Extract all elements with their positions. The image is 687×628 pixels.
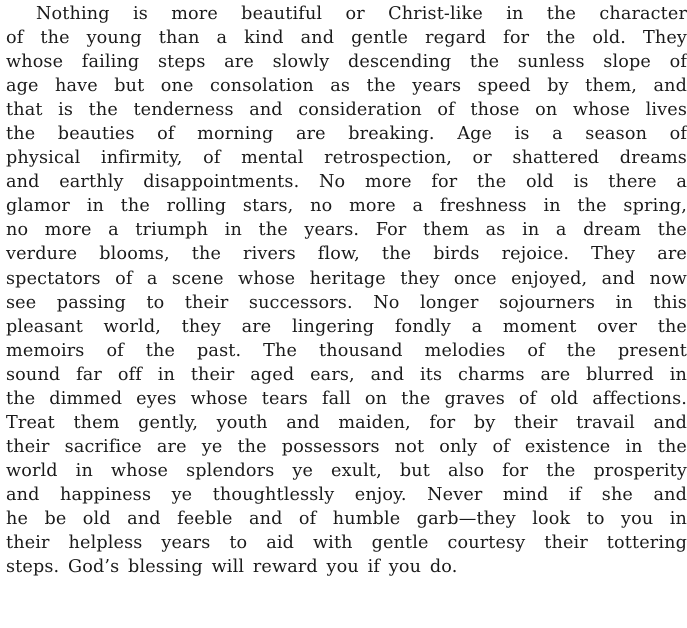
text-line: Treat them gently, youth and maiden, for by their travail and bbox=[6, 412, 687, 433]
text-line: see passing to their successors. No longer sojourners in this bbox=[6, 292, 687, 313]
text-line: world in whose splendors ye exult, but also for the prosperity bbox=[6, 460, 687, 481]
text-line: no more a triumph in the years. For them as in a dream the bbox=[6, 220, 687, 241]
text-line: memoirs of the past. The thousand melodies of the present bbox=[6, 340, 687, 361]
text-line: of the young than a kind and gentle regard for the old. They bbox=[6, 28, 687, 49]
text-line: Nothing is more beautiful or Christ-like in the character bbox=[36, 4, 687, 24]
text-line: and happiness ye thoughtlessly enjoy. Never mind if she and bbox=[6, 484, 687, 505]
text-line: the beauties of morning are breaking. Age is a season of bbox=[6, 124, 687, 145]
text-line: age have but one consolation as the years speed by them, and bbox=[6, 76, 687, 97]
text-line: steps. God’s blessing will reward you if you do. bbox=[6, 557, 458, 578]
text-line: glamor in the rolling stars, no more a freshness in the spring, bbox=[6, 196, 687, 217]
text-line: verdure blooms, the rivers flow, the birds rejoice. They are bbox=[6, 244, 687, 265]
text-line: whose failing steps are slowly descending the sunless slope of bbox=[6, 52, 687, 73]
text-line: their helpless years to aid with gentle courtesy their tottering bbox=[6, 533, 687, 554]
text-line: sound far off in their aged ears, and its charms are blurred in bbox=[6, 364, 687, 385]
text-line: their sacrifice are ye the possessors not only of existence in the bbox=[6, 436, 687, 457]
text-line: pleasant world, they are lingering fondly a moment over the bbox=[6, 316, 687, 337]
text-line: the dimmed eyes whose tears fall on the graves of old affections. bbox=[6, 388, 687, 409]
text-line: and earthly disappointments. No more for the old is there a bbox=[6, 172, 687, 193]
text-line: he be old and feeble and of humble garb—they look to you in bbox=[6, 508, 687, 529]
text-line: spectators of a scene whose heritage they once enjoyed, and now bbox=[6, 268, 687, 289]
text-line: that is the tenderness and consideration of those on whose lives bbox=[6, 100, 687, 121]
text-line: physical infirmity, of mental retrospection, or shattered dreams bbox=[6, 148, 687, 169]
